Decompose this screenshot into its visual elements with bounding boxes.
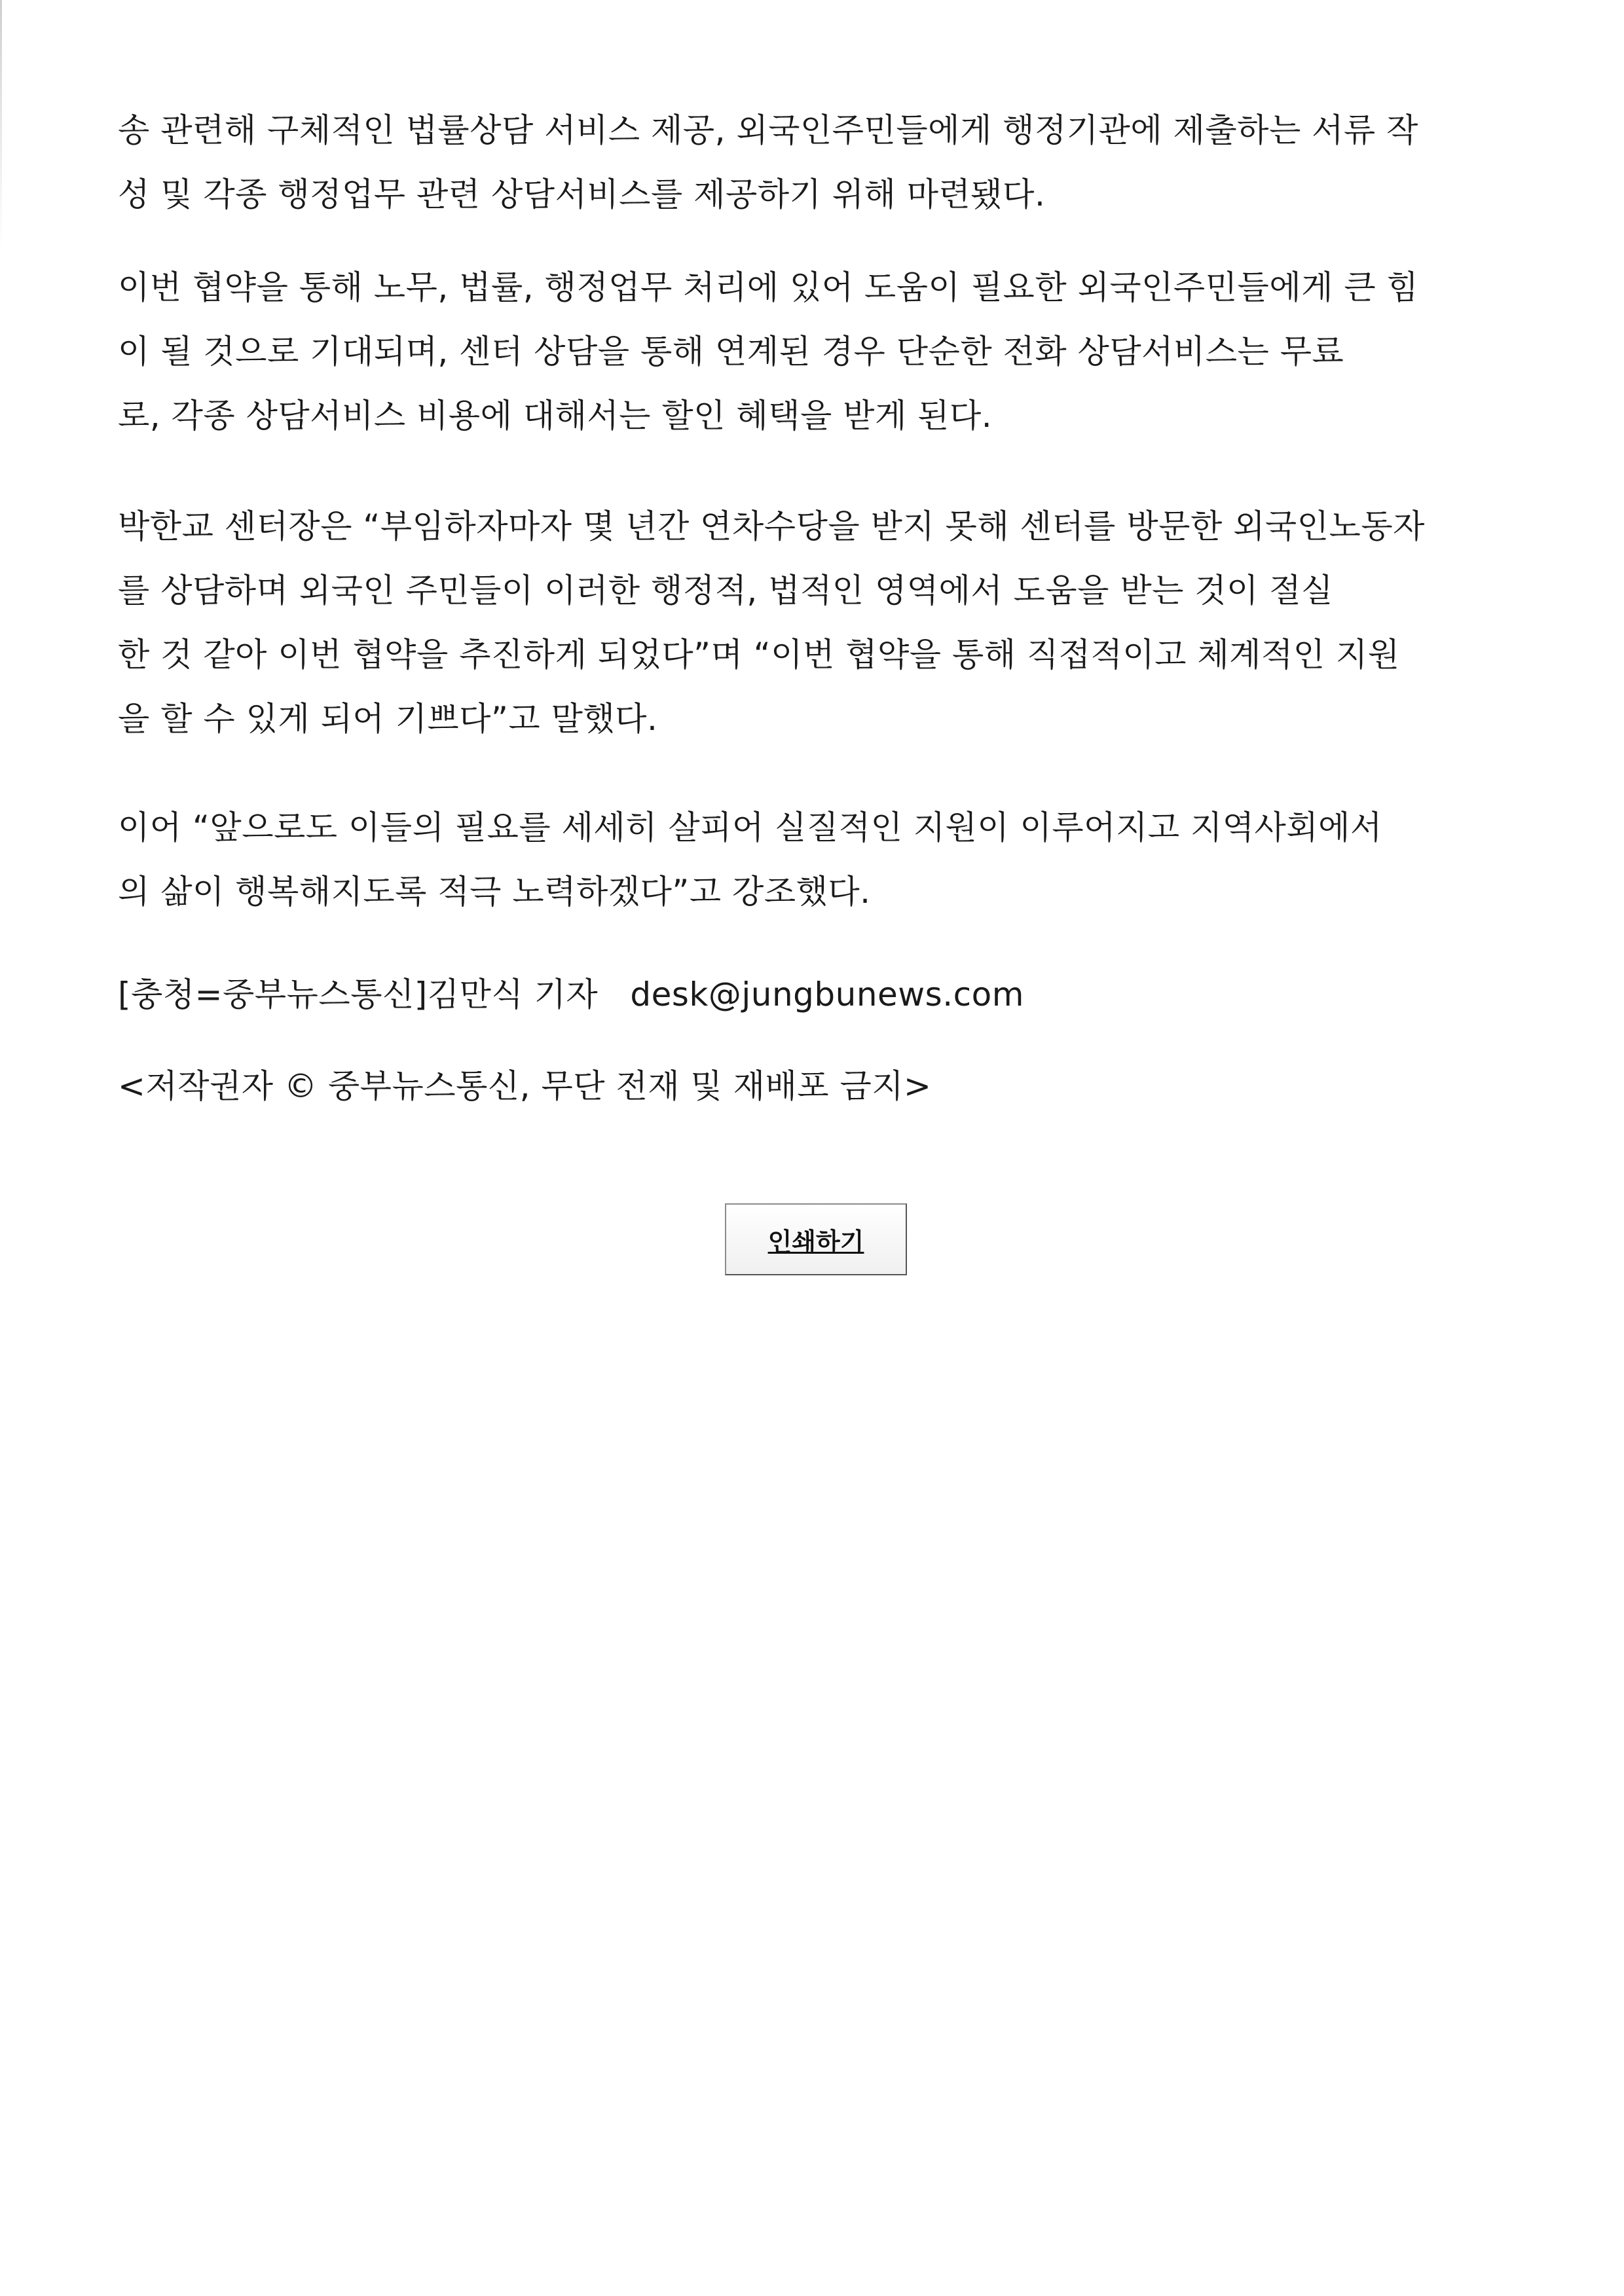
copyright-notice [118,1054,931,1118]
scan-edge-shadow [0,0,2,249]
article-paragraph-4 [118,795,1382,924]
paragraph-line: 성 및 각종 행정업무 관련 상담서비스를 제공하기 위해 마련됐다. [118,175,1046,213]
paragraph-line: 한 것 같아 이번 협약을 추진하게 되었다”며 “이번 협약을 통해 직접적이고 체계적인 지원 [118,636,1400,674]
print-button-label: 인쇄하기 [767,1227,864,1256]
paragraph-line: 로, 각종 상담서비스 비용에 대해서는 할인 혜택을 받게 된다. [118,397,993,435]
paragraph-line: 를 상담하며 외국인 주민들이 이러한 행정적, 법적인 영역에서 도움을 받는 것이 절실 [118,572,1333,610]
paragraph-line: 박한교 센터장은 “부임하자마자 몇 년간 연차수당을 받지 못해 센터를 방문한 외국인노동자 [118,507,1425,545]
paragraph-line: 이번 협약을 통해 노무, 법률, 행정업무 처리에 있어 도움이 필요한 외국인주민들에게 큰 힘 [118,268,1419,306]
print-button[interactable] [725,1203,907,1275]
article-paragraph-1 [118,98,1418,227]
paragraph-line: 을 할 수 있게 되어 기쁘다”고 말했다. [118,700,658,738]
paragraph-line: 송 관련해 구체적인 법률상담 서비스 제공, 외국인주민들에게 행정기관에 제출하는 서류 작 [118,111,1418,149]
paragraph-line: 이 될 것으로 기대되며, 센터 상담을 통해 연계된 경우 단순한 전화 상담서비스는 무료 [118,333,1344,371]
byline-text: [충청=중부뉴스통신]김만식 기자 desk@jungbunews.com [118,975,1024,1013]
paragraph-line: 이어 “앞으로도 이들의 필요를 세세히 살피어 실질적인 지원이 이루어지고 지역사회에서 [118,809,1382,847]
paragraph-line: 의 삶이 행복해지도록 적극 노력하겠다”고 강조했다. [118,873,871,911]
article-byline [118,962,1024,1027]
article-paragraph-2 [118,255,1418,448]
copyright-text: <저작권자 © 중부뉴스통신, 무단 전재 및 재배포 금지> [118,1067,932,1105]
article-paragraph-3 [118,494,1425,751]
